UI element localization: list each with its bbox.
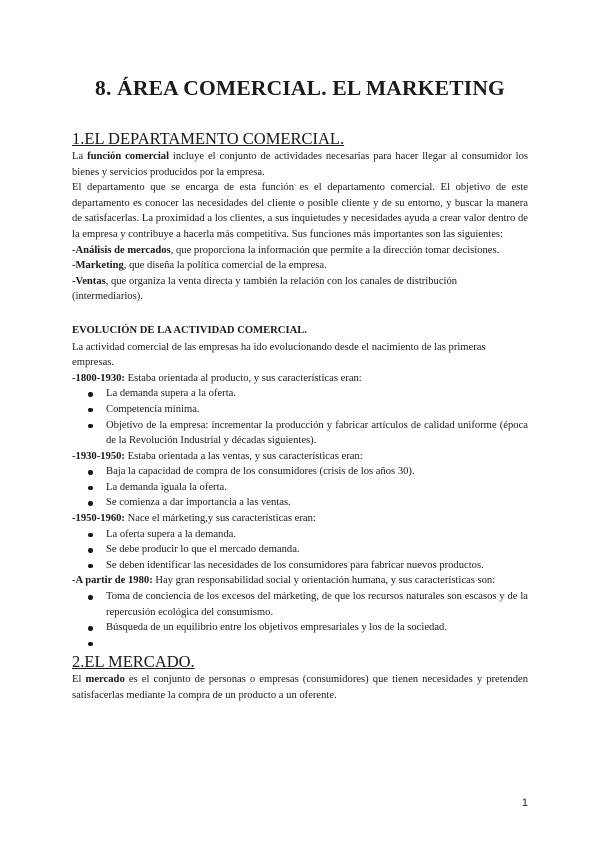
function-label: -Marketing <box>72 260 124 272</box>
period-bullet-list <box>72 589 528 651</box>
period-line <box>72 573 528 589</box>
bullet-item-empty <box>106 636 528 652</box>
text-run: El <box>72 674 86 686</box>
text-run: La <box>72 151 88 162</box>
paragraph-mercado <box>72 672 528 703</box>
document-title: 8. ÁREA COMERCIAL. EL MARKETING <box>95 76 505 100</box>
period-bullet-list <box>72 527 528 574</box>
period-bullet-list <box>72 386 528 448</box>
bullet-item: Competencia mínima. <box>106 402 528 418</box>
bullet-item: Se deben identificar las necesidades de los consumidores para fabricar nuevos productos. <box>106 558 528 574</box>
bullet-item: La demanda iguala la oferta. <box>106 480 528 496</box>
function-text: , que proporciona la información que permite a la dirección tomar decisiones. <box>170 244 500 256</box>
bullet-item: Toma de conciencia de los excesos del márketing, de que los recursos naturales son escasos y de la repercusión ecológica del consumismo. <box>106 589 528 620</box>
text-run: incluye el conjunto de actividades necesarias para hacer llegar al consumidor los bienes y servicios producidos por la empresa. <box>72 151 528 178</box>
bullet-item: Se debe producir lo que el mercado demanda. <box>106 542 528 558</box>
paragraph-evolucion-intro: La actividad comercial de las empresas ha ido evolucionando desde el nacimiento de las primeras empresas. <box>72 341 486 369</box>
period-text: Nace el márketing,y sus características eran: <box>124 513 316 525</box>
section-heading-departamento-comercial: 1.EL DEPARTAMENTO COMERCIAL. <box>72 129 345 148</box>
bullet-item: La demanda supera a la oferta. <box>106 386 528 402</box>
period-text: Hay gran responsabilidad social y orientación humana, y sus características son: <box>152 575 496 587</box>
period-label: -A partir de 1980: <box>72 575 153 587</box>
section-heading-mercado: 2.EL MERCADO. <box>72 652 195 672</box>
period-text: Estaba orientada a las ventas, y sus características eran: <box>124 450 363 462</box>
function-label: -Análisis de mercados <box>72 244 171 256</box>
function-text: , que diseña la política comercial de la empresa. <box>123 260 327 272</box>
function-label: -Ventas <box>72 275 106 287</box>
document-body <box>72 128 528 704</box>
period-text: Estaba orientada al producto, y sus características eran: <box>124 372 362 384</box>
period-label: -1950-1960: <box>72 513 125 525</box>
function-item <box>72 258 528 274</box>
period-label: -1800-1930: <box>72 372 125 384</box>
bold-term: mercado <box>85 674 125 686</box>
bullet-item: La oferta supera a la demanda. <box>106 527 528 543</box>
paragraph-departamento: El departamento que se encarga de esta función es el departamento comercial. El objetivo de este departamento es conocer las necesidades del cliente o posible cliente y de su entorno, y buscar la manera de satisfacerlas. La proximidad a los clientes, a sus inquietudes y necesidades ayuda a crear valor dentro de la empresa y contribuye a hacerla más competitiva. Sus funciones más importantes son las siguientes: <box>72 182 528 240</box>
text-run: es el conjunto de personas o empresas (consumidores) que tienen necesidades y pretenden satisfacerlas mediante la compra de un producto a un oferente. <box>72 674 528 701</box>
function-item <box>72 274 528 305</box>
page-number: 1 <box>521 797 528 809</box>
bullet-item: Búsqueda de un equilibrio entre los objetivos empresariales y los de la sociedad. <box>106 620 528 636</box>
bold-term: función comercial <box>87 151 170 162</box>
period-line <box>72 511 528 527</box>
function-text: , que organiza la venta directa y también la relación con los canales de distribución (intermediarios). <box>72 275 458 303</box>
period-label: -1930-1950: <box>72 450 125 462</box>
period-bullet-list <box>72 464 528 511</box>
bullet-item: Objetivo de la empresa: incrementar la producción y fabricar artículos de calidad uniforme (época de la Revolución Industrial y décadas siguientes). <box>106 418 528 449</box>
subheading-evolucion: EVOLUCIÓN DE LA ACTIVIDAD COMERCIAL. <box>72 324 307 336</box>
period-line <box>72 449 528 465</box>
period-line <box>72 371 528 387</box>
bullet-item: Se comienza a dar importancia a las ventas. <box>106 495 528 511</box>
bullet-item: Baja la capacidad de compra de los consumidores (crisis de los años 30). <box>106 464 528 480</box>
function-item <box>72 243 528 259</box>
paragraph-funcion-comercial <box>72 149 528 180</box>
